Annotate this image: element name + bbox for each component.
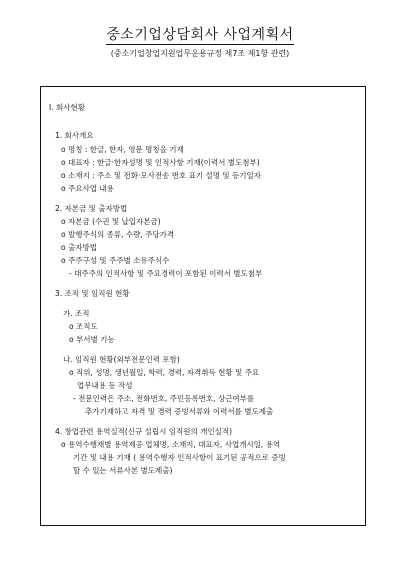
subsection-heading: 3. 조직 및 임직원 현황 [55, 289, 130, 298]
document-subtitle: (중소기업창업지원업무운용규정 제7조 제1항 관련) [110, 49, 290, 58]
list-item: o 대표자 : 한글·한자성명 및 인적사항 기재(이력서 별도첨부) [61, 158, 260, 167]
section-heading: Ⅰ. 회사현황 [49, 103, 85, 112]
list-item: o 용역수행재별 용역제공 업체명, 소재지, 대표자, 사업개시일, 용역 [61, 440, 281, 449]
list-subitem: - 전문인력은 주소, 전화번호, 주민등록번호, 상근여부를 [73, 394, 255, 403]
list-subitem: - 대주주의 인적사항 및 주요경력이 포함된 이력서 별도첨부 [69, 269, 263, 278]
sub-subsection-heading: 가. 조직 [63, 309, 90, 318]
list-item: o 주요사업 내용 [61, 184, 114, 193]
list-item: o 직위, 성명, 생년월일, 학력, 경력, 자격취득 현황 및 주요 [69, 368, 260, 377]
document-title [0, 24, 400, 44]
subsection-heading: 1. 회사개요 [55, 131, 94, 140]
list-item: o 자본금 (수권 및 납입자본금) [61, 217, 161, 226]
list-item: o 부서별 기능 [69, 335, 115, 344]
list-item-continuation: 업무내용 등 작성 [77, 381, 133, 390]
list-item: o 발행주식의 종류, 수량, 주당가격 [61, 230, 175, 239]
document-title-text: 중소기업상담회사 사업계획서 [106, 27, 294, 43]
list-item-continuation: 기간 및 내용 기재 ( 용역수행자 인적사항이 표기된 공적으로 증빙 [73, 453, 286, 462]
list-item: o 소재지 : 주소 및 전화·모사전송 번호 표기 설명 및 등기일자 [61, 171, 261, 180]
list-item: o 명칭 : 한글, 한자, 영문 명칭을 기재 [61, 145, 184, 154]
sub-subsection-heading: 나. 임직원 현황(외부전문인력 포함) [63, 355, 180, 364]
list-subitem-continuation: 추가기재하고 자격 및 경력 증빙서류와 이력서를 별도제출 [85, 407, 274, 416]
list-item-continuation: 할 수 있는 서류사본 별도제출) [73, 466, 173, 475]
list-item: o 조직도 [69, 322, 98, 331]
list-item: o 주주구성 및 주주별 소유주식수 [61, 256, 170, 265]
list-item: o 출자방법 [61, 243, 97, 252]
content-box [40, 86, 366, 526]
subsection-heading: 4. 창업관련 용역실적(신규 설립시 임직원의 개인실적) [55, 427, 233, 436]
subsection-heading: 2. 자본금 및 출자방법 [55, 204, 128, 213]
